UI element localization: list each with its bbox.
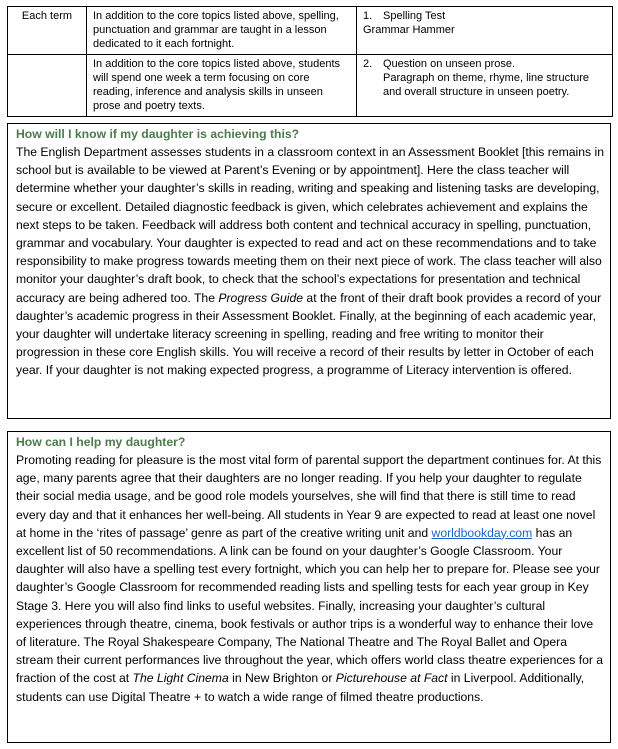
worldbookday-link[interactable]: worldbookday.com [431, 525, 533, 540]
item-number: 1. [363, 10, 373, 22]
assessment-line: Paragraph on theme, rhyme, line structure and overall structure in unseen poetry. [383, 72, 590, 98]
help-section [7, 431, 611, 743]
body-text: at the front of their draft book provides a record of your daughter’s academic progress in their Assessment Booklet. Finally, at the beginning of each academic year, your daughter will undertake literacy screening in spelling, reading and free writing to monitor their progression in these core English skills. You will receive a record of their results by letter in October of each year. If your daughter is not making expected progress, a programme of Literacy intervention is offered. [16, 290, 602, 378]
table-row [8, 55, 613, 117]
assessment-cell [357, 7, 613, 55]
assessment-line: Spelling Test [383, 10, 446, 22]
venue-name: Picturehouse at Fact [335, 671, 448, 686]
assessment-item [363, 9, 606, 23]
body-text: The English Department assesses students in a classroom context in an Assessment Booklet [this remains in school but is available to be viewed at Parent’s Evening or by appointment]. Here the class teacher will determine whether your daughter’s skills in reading, writing and speaking and listening tasks are developing, secure or excellent. Detailed diagnostic feedback is given, which celebrates achievement and explains the next steps to be taken. Feedback will address both content and technical accuracy in spelling, punctuation, grammar and vocabulary. Your daughter is expected to read and act on these recommendations and to take responsibility to make progress towards meeting them on their next piece of work. The class teacher will also monitor your daughter’s draft book, to check that the school’s expectations for presentation and technical accuracy are being adhered too. The [16, 145, 604, 305]
progress-guide-term: Progress Guide [218, 290, 304, 305]
period-cell: Each term [8, 7, 87, 55]
assessment-cell [357, 55, 613, 117]
body-text: has an excellent list of 50 recommendations. A link can be found on your daughter’s Google Classroom. Your daughter will also have a spelling test every fortnight, which you can help her to prepare for. Please see your daughter’s Google Classroom for recommended reading lists and spelling tests for each year group in Key Stage 3. Here you will also find links to useful websites. Finally, increasing your daughter’s cultural experiences through theatre, cinema, book festivals or author trips is a wonderful way to enhance their love of literature. The Royal Shakespeare Company, The National Theatre and The Royal Ballet and Opera stream their current performances live throughout the year, which offers world class theatre experiences for a fraction of the cost at [16, 525, 604, 686]
assessment-schedule-table [7, 6, 613, 117]
section-heading: How can I help my daughter? [16, 435, 186, 449]
achieving-section [7, 123, 611, 419]
assessment-item [363, 57, 606, 71]
body-text: Promoting reading for pleasure is the most vital form of parental support the department continues for. At this age, many parents agree that their daughters are no longer reading. If you help your daughter to regulate their social media usage, and be good role models yourselves, she will find that there is still time to read every day and that it enhances her well-being. All students in Year 9 are expected to read at least one novel at home in the ‘rites of passage’ genre as part of the creative writing unit and [16, 453, 602, 540]
assessment-line: Question on unseen prose. [383, 58, 516, 70]
description-cell: In addition to the core topics listed above, spelling, punctuation and grammar are taught in a lesson dedicated to it each fortnight. [87, 7, 357, 55]
assessment-line: Grammar Hammer [363, 24, 455, 36]
venue-name: The Light Cinema [132, 671, 229, 686]
section-body [16, 451, 610, 706]
table-row [8, 7, 613, 55]
period-cell [8, 55, 87, 117]
body-text: in Liverpool. Additionally, students can use Digital Theatre + to watch a wide range of filmed theatre productions. [16, 671, 585, 704]
section-heading: How will I know if my daughter is achieving this? [16, 127, 300, 141]
body-text: in New Brighton or [228, 671, 336, 686]
item-number: 2. [363, 58, 373, 70]
description-cell: In addition to the core topics listed above, students will spend one week a term focusing on core reading, inference and analysis skills in unseen prose and poetry texts. [87, 55, 357, 117]
section-body [16, 143, 610, 380]
